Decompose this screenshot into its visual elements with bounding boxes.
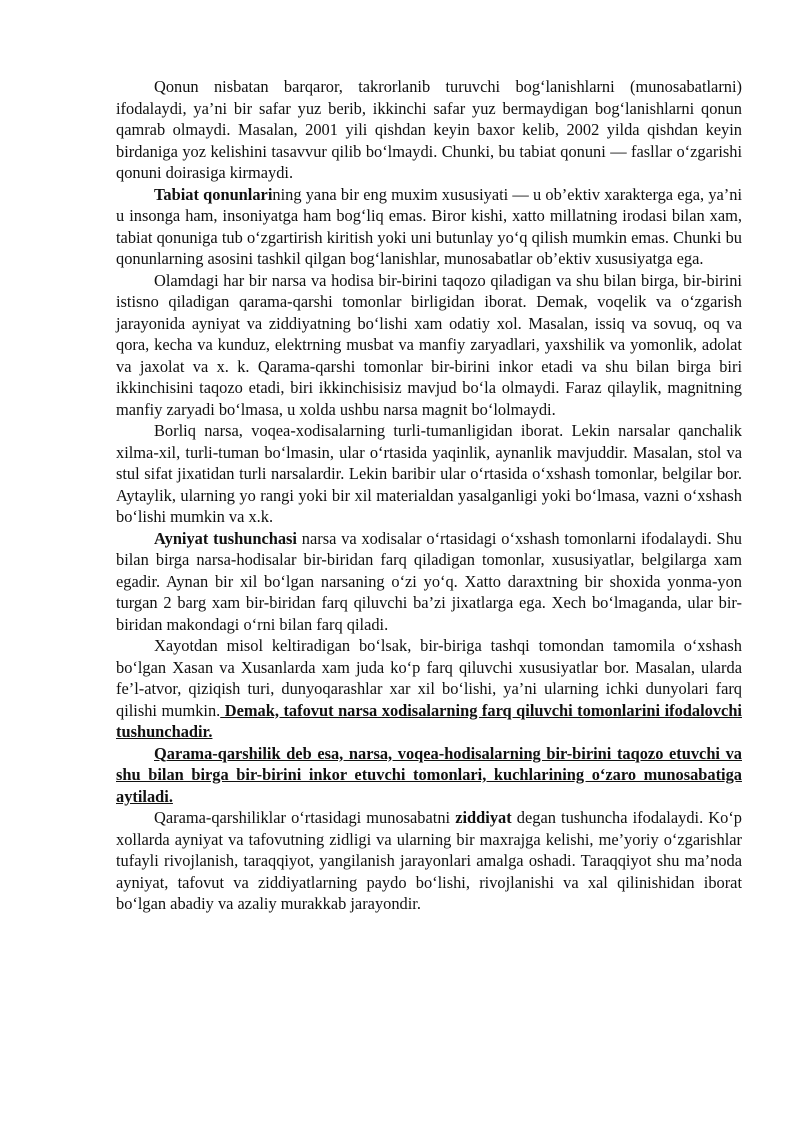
term-tabiat-qonunlari: Tabiat qonunlari — [154, 184, 273, 204]
paragraph-difference — [116, 635, 742, 743]
term-ayniyat: Ayniyat tushunchasi — [154, 528, 297, 548]
paragraph-nature-laws — [116, 184, 742, 270]
paragraph-opposites: Olamdagi har bir narsa va hodisa bir-birini taqozo qiladigan va shu bilan birga, bir-birini istisno qiladigan qarama-qarshi tomonlar birligidan iborat. Demak, voqelik va o‘zgarish jarayonida ayniyat va ziddiyatning bo‘lishi xam odatiy xol. Masalan, issiq va sovuq, oq va qora, kecha va kunduz, elektrning musbat va manfiy zaryadlari, yaxshilik va yomonlik, adolat va jaxolat va x. k. Qarama-qarshi tomonlar bir-birini inkor etadi va shu bilan birga biri ikkinchisini taqozo etadi, biri ikkinchisisiz mavjud bo‘la olmaydi. Faraz qilaylik, magnitning manfiy zaryadi bo‘lmasa, u xolda ushbu narsa magnit bo‘lolmaydi. — [116, 270, 742, 419]
document-page — [116, 76, 742, 915]
definition-tafovut: Demak, tafovut narsa xodisalarning farq qiluvchi tomonlarini ifodalovchi tushunchadir. — [116, 700, 742, 741]
paragraph-law-stability: Qonun nisbatan barqaror, takrorlanib turuvchi bog‘lanishlarni (munosabatlarni) ifodalaydi, ya’ni bir safar yuz berib, ikkinchi safar yuz bermaydigan bog‘lanishlarni qonun qamrab olmaydi. Masalan, 2001 yili qishdan keyin baxor kelib, 2002 yilda qishdan keyin birdaniga yoz kelishini tasavvur qilib bo‘lmaydi. Chunki, bu tabiat qonuni — fasllar o‘zgarishi qonuni doirasiga kirmaydi. — [116, 77, 742, 182]
definition-qarama-qarshilik: Qarama-qarshilik deb esa, narsa, voqea-hodisalarning bir-birini taqozo etuvchi va shu bilan birga bir-birini inkor etuvchi tomonlari, kuchlarining o‘zaro munosabatiga aytiladi. — [116, 743, 742, 806]
paragraph-ziddiyat-start: Qarama-qarshiliklar o‘rtasidagi munosabatni — [154, 808, 456, 827]
term-ziddiyat: ziddiyat — [455, 808, 512, 827]
paragraph-diversity: Borliq narsa, voqea-xodisalarning turli-tumanligidan iborat. Lekin narsalar qanchalik xilma-xil, turli-tuman bo‘lmasin, ular o‘rtasida yaqinlik, aynanlik mavjuddir. Masalan, stol va stul sifat jixatidan turli narsalardir. Lekin baribir ular o‘rtasida o‘xshash tomonlar, belgilar bor. Aytaylik, ularning yo rangi yoki bir xil materialdan yasalganligi yoki bo‘lmasa, vazni o‘xshash bo‘lishi mumkin va x.k. — [116, 421, 742, 526]
paragraph-identity — [116, 528, 742, 636]
paragraph-nature-laws-text: ning yana bir eng muxim xususiyati — u ob’ektiv xarakterga ega, ya’ni u insonga ham, insoniyatga ham bog‘liq emas. Biror kishi, xatto millatning irodasi bilan xam, tabiat qonuniga tub o‘zgartirish kiritish yoki uni butunlay yo‘q qilish mumkin emas. Chunki bu qonunlarning asosini tashkil qilgan bog‘lanishlar, munosabatlar ob’ektiv xususiyatga ega. — [116, 184, 742, 268]
paragraph-ziddiyat — [116, 807, 742, 915]
paragraph-identity-text: narsa va xodisalar o‘rtasidagi o‘xshash tomonlarni ifodalaydi. Shu bilan birga narsa-hodisalar bir-biridan farq qiladigan tomonlar, xususiyatlar, belgilarga xam egadir. Aynan bir xil bo‘lgan narsaning o‘zi yo‘q. Xatto daraxtning bir shoxida yonma-yon turgan 2 barg xam bir-biridan farq qiluvchi ba’zi jixatlarga ega. Xech bo‘lmaganda, ular bir-biridan makondagi o‘rni bilan farq qiladi. — [116, 528, 743, 634]
paragraph-difference-text: Xayotdan misol keltiradigan bo‘lsak, bir-biriga tashqi tomondan tamomila o‘xshash bo‘lgan Xasan va Xusanlarda xam juda ko‘p farq qiluvchi xususiyatlar bor. Masalan, ularda fe’l-atvor, qiziqish turi, dunyoqarashlar xar xil bo‘lishi, ya’ni ularning ichki dunyolari farq qilishi mumkin. — [116, 636, 742, 720]
paragraph-contradiction-definition — [116, 743, 742, 808]
paragraph-ziddiyat-text: degan tushuncha ifodalaydi. Ko‘p xollarda ayniyat va tafovutning zidligi va ularning bir maxrajga kelishi, me’yoriy o‘zgarishlar tufayli rivojlanish, taraqqiyot, yangilanish jarayonlari amalga oshadi. Taraqqiyot shu ma’noda ayniyat, tafovut va ziddiyatlarning paydo bo‘lishi, rivojlanishi va xal qilinishidan iborat bo‘lgan abadiy va azaliy murakkab jarayondir. — [116, 808, 742, 913]
